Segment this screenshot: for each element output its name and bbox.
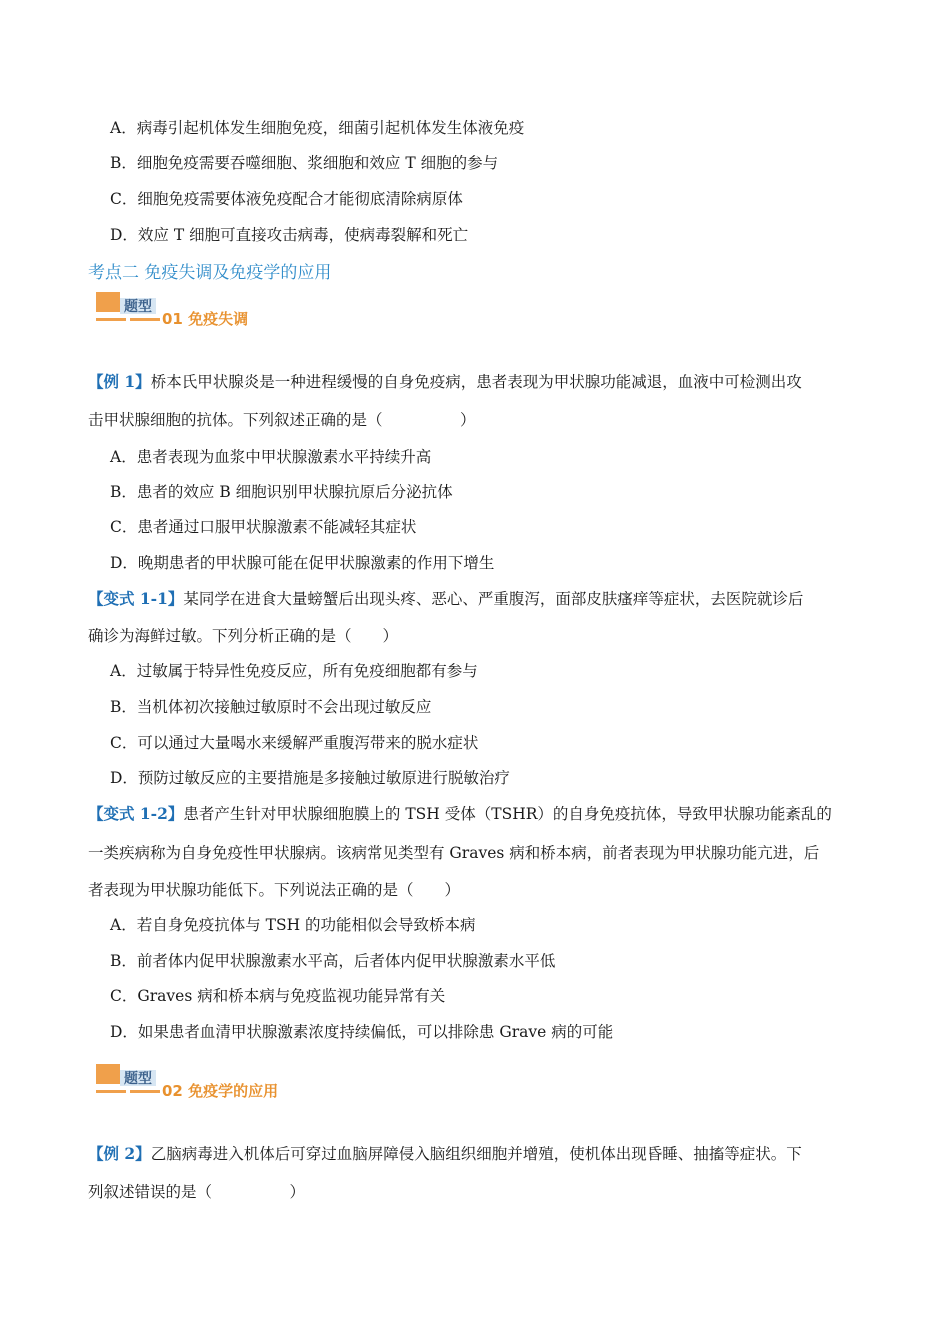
question-stem-line: 确诊为海鲜过敏。下列分析正确的是（ ）	[88, 627, 399, 645]
option-c: C．细胞免疫需要体液免疫配合才能彻底清除病原体	[110, 190, 463, 208]
option-a: A．若自身免疫抗体与 TSH 的功能相似会导致桥本病	[110, 916, 476, 934]
question-tag: 【变式 1-1】	[88, 589, 184, 608]
option-c: C．Graves 病和桥本病与免疫监视功能异常有关	[110, 987, 446, 1005]
option-b: B．患者的效应 B 细胞识别甲状腺抗原后分泌抗体	[110, 483, 453, 501]
option-b: B．细胞免疫需要吞噬细胞、浆细胞和效应 T 细胞的参与	[110, 154, 499, 172]
banner-word: 题型	[124, 1071, 152, 1087]
banner-square-icon	[96, 292, 120, 312]
question-tag: 【变式 1-2】	[88, 804, 184, 823]
banner-word: 题型	[124, 299, 152, 315]
banner-square-icon	[96, 1064, 120, 1084]
option-d: D．如果患者血清甲状腺激素浓度持续偏低，可以排除患 Grave 病的可能	[110, 1023, 614, 1041]
banner-label: 01 免疫失调	[162, 310, 249, 328]
question-type-banner	[96, 1064, 296, 1108]
question-stem-line: 击甲状腺细胞的抗体。下列叙述正确的是（ ）	[88, 411, 476, 429]
option-d: D．晚期患者的甲状腺可能在促甲状腺激素的作用下增生	[110, 554, 495, 572]
question-stem-line: 列叙述错误的是（ ）	[88, 1183, 306, 1201]
option-b: B．前者体内促甲状腺激素水平高，后者体内促甲状腺激素水平低	[110, 952, 556, 970]
question-tag: 【例 2】	[88, 1144, 151, 1163]
section-title: 考点二 免疫失调及免疫学的应用	[88, 263, 332, 283]
banner-label: 02 免疫学的应用	[162, 1082, 279, 1100]
option-c: C．患者通过口服甲状腺激素不能减轻其症状	[110, 518, 417, 536]
option-a: A．过敏属于特异性免疫反应，所有免疫细胞都有参与	[110, 662, 478, 680]
option-d: D．效应 T 细胞可直接攻击病毒，使病毒裂解和死亡	[110, 226, 469, 244]
question-type-banner	[96, 292, 296, 336]
question-stem: 【变式 1-2】患者产生针对甲状腺细胞膜上的 TSH 受体（TSHR）的自身免疫抗体，导致甲状腺功能紊乱的	[88, 804, 832, 823]
option-a: A．患者表现为血浆中甲状腺激素水平持续升高	[110, 448, 432, 466]
question-stem-line: 一类疾病称为自身免疫性甲状腺病。该病常见类型有 Graves 病和桥本病，前者表现为甲状腺功能亢进，后	[88, 844, 820, 862]
question-stem-line: 者表现为甲状腺功能低下。下列说法正确的是（ ）	[88, 881, 461, 899]
option-d: D．预防过敏反应的主要措施是多接触过敏原进行脱敏治疗	[110, 769, 510, 787]
question-stem: 【变式 1-1】某同学在进食大量螃蟹后出现头疼、恶心、严重腹泻，面部皮肤瘙痒等症状，去医院就诊后	[88, 589, 804, 608]
option-c: C．可以通过大量喝水来缓解严重腹泻带来的脱水症状	[110, 734, 479, 752]
option-a: A．病毒引起机体发生细胞免疫，细菌引起机体发生体液免疫	[110, 119, 525, 137]
question-stem: 【例 2】乙脑病毒进入机体后可穿过血脑屏障侵入脑组织细胞并增殖，使机体出现昏睡、抽搐等症状。下	[88, 1144, 802, 1163]
option-b: B．当机体初次接触过敏原时不会出现过敏反应	[110, 698, 432, 716]
question-tag: 【例 1】	[88, 372, 151, 391]
question-stem: 【例 1】桥本氏甲状腺炎是一种进程缓慢的自身免疫病，患者表现为甲状腺功能减退，血液中可检测出攻	[88, 372, 802, 391]
